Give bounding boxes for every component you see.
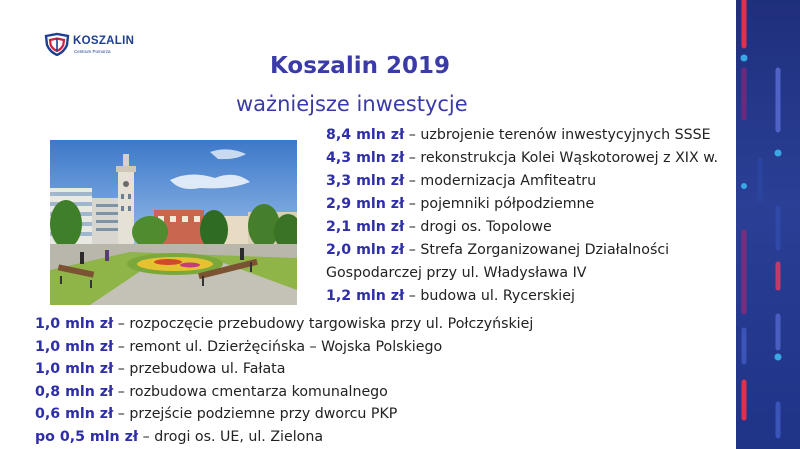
list-item: 0,8 mln zł – rozbudowa cmentarza komunalnego xyxy=(35,383,388,400)
list-item: 1,0 mln zł – przebudowa ul. Fałata xyxy=(35,361,286,378)
investment-description: budowa ul. Rycerskiej xyxy=(420,288,575,304)
list-item: 1,0 mln zł – remont ul. Dzierżęcińska – Wojska Polskiego xyxy=(35,338,443,355)
investment-amount: po 0,5 mln zł xyxy=(35,428,139,445)
list-item: po 0,5 mln zł – drogi os. UE, ul. Zielona xyxy=(35,428,324,445)
list-item: 1,0 mln zł – rozpoczęcie przebudowy targowiska przy ul. Połczyńskiej xyxy=(35,316,534,332)
investment-description: drogi os. Topolowe xyxy=(420,219,552,235)
investment-amount: 8,4 mln zł xyxy=(326,127,405,143)
investment-amount: 2,0 mln zł xyxy=(326,242,405,258)
decorative-dashes xyxy=(736,0,800,449)
investment-amount: 1,2 mln zł xyxy=(326,288,405,304)
list-item: 2,0 mln zł – Strefa Zorganizowanej Działalności Gospodarczej przy ul. Władysława IV xyxy=(326,239,718,285)
list-item: 3,3 mln zł – modernizacja Amfiteatru xyxy=(326,173,597,189)
logo-tagline: Centrum Pomorza xyxy=(74,49,111,54)
list-item: 8,4 mln zł – uzbrojenie terenów inwestycyjnych SSSE xyxy=(326,127,711,143)
town-square-photo xyxy=(50,140,297,305)
logo-wordmark: KOSZALIN xyxy=(73,35,135,47)
investment-description: rekonstrukcja Kolei Wąskotorowej z XIX w. xyxy=(420,150,719,166)
investment-amount: 2,1 mln zł xyxy=(326,219,405,235)
investment-description: pojemniki półpodziemne xyxy=(420,196,595,212)
investment-amount: 4,3 mln zł xyxy=(326,150,405,166)
investment-amount: 1,0 mln zł xyxy=(35,338,114,355)
list-item: 0,6 mln zł – przejście podziemne przy dworcu PKP xyxy=(35,406,398,423)
investment-description: przejście podziemne przy dworcu PKP xyxy=(129,406,398,423)
investment-description: rozpoczęcie przebudowy targowiska przy ul. Połczyńskiej xyxy=(129,316,534,332)
investment-description: remont ul. Dzierżęcińska – Wojska Polskiego xyxy=(129,338,443,355)
investment-amount: 1,0 mln zł xyxy=(35,361,114,378)
slide-title: Koszalin 2019 xyxy=(270,53,450,79)
list-item: 2,9 mln zł – pojemniki półpodziemne xyxy=(326,196,595,212)
decorative-side-band xyxy=(736,0,800,449)
investment-amount: 0,8 mln zł xyxy=(35,383,114,400)
slide-subtitle: ważniejsze inwestycje xyxy=(236,92,468,116)
investment-description: Strefa Zorganizowanej Działalności xyxy=(420,242,670,258)
investment-amount: 2,9 mln zł xyxy=(326,196,405,212)
investment-description: rozbudowa cmentarza komunalnego xyxy=(129,383,388,400)
investment-amount: 1,0 mln zł xyxy=(35,316,114,332)
investment-description: drogi os. UE, ul. Zielona xyxy=(154,428,324,445)
investment-description: modernizacja Amfiteatru xyxy=(420,173,597,189)
investments-list-left xyxy=(35,313,533,449)
investment-description: uzbrojenie terenów inwestycyjnych SSSE xyxy=(420,127,711,143)
investments-list-right xyxy=(326,124,718,308)
investment-amount: 3,3 mln zł xyxy=(326,173,405,189)
list-item: 4,3 mln zł – rekonstrukcja Kolei Wąskotorowej z XIX w. xyxy=(326,150,719,166)
investment-description: przebudowa ul. Fałata xyxy=(129,361,286,378)
list-item: 2,1 mln zł – drogi os. Topolowe xyxy=(326,219,552,235)
investment-description-continued: Gospodarczej przy ul. Władysława IV xyxy=(326,265,587,281)
list-item: 1,2 mln zł – budowa ul. Rycerskiej xyxy=(326,288,575,304)
investment-amount: 0,6 mln zł xyxy=(35,406,114,423)
